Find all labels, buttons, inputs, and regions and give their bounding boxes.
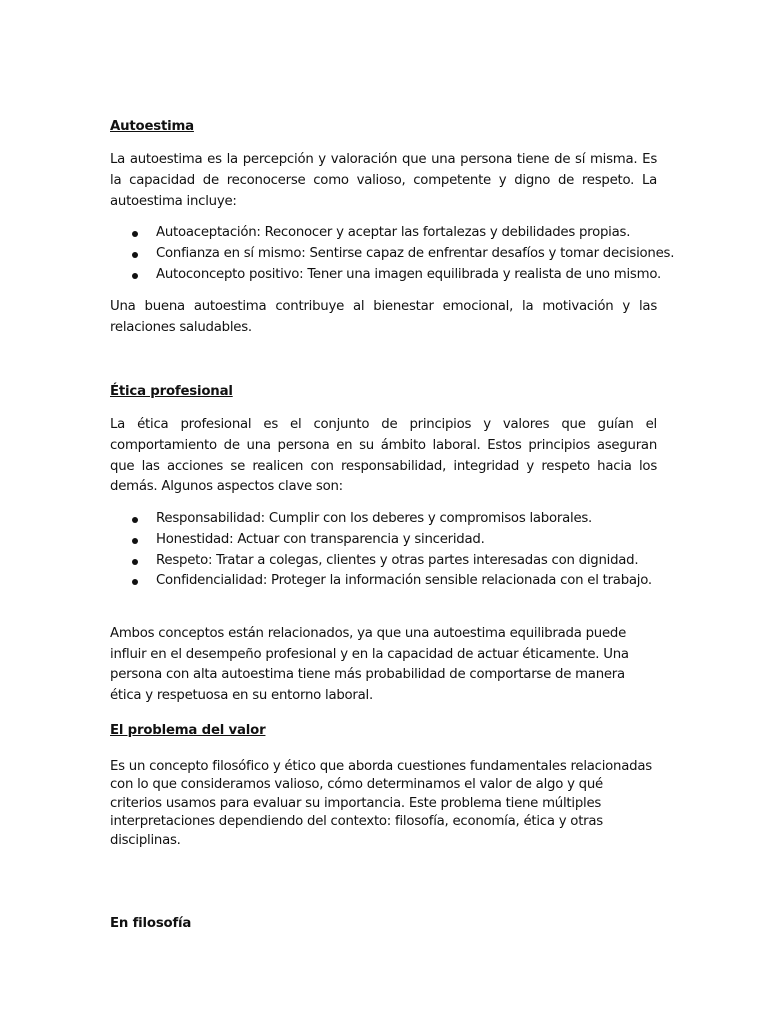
relacion-paragraph: Ambos conceptos están relacionados, ya que una autoestima equilibrada puede influir en el desempeño profesional y en la capacidad de actuar éticamente. Una persona con alta autoestima tiene más probabilidad de comportarse de manera ética y respetuosa en su entorno laboral. [110,626,629,703]
list-item [110,551,657,572]
bullet-icon [132,273,138,279]
list-item-text: Confidencialidad: Proteger la información sensible relacionada con el trabajo. [156,573,652,589]
bullet-icon [132,538,138,544]
bullet-icon [132,579,138,585]
etica-intro: La ética profesional es el conjunto de principios y valores que guían el comportamiento de una persona en su ámbito laboral. Estos principios aseguran que las acciones se realicen con responsabilidad, integridad y respeto hacia los demás. Algunos aspectos clave son: [110,417,657,495]
list-item [110,265,661,286]
heading-autoestima: Autoestima [110,119,194,134]
heading-en-filosofia: En filosofía [110,916,192,931]
list-item [110,571,657,592]
bullet-icon [132,231,138,237]
list-item-text: Honestidad: Actuar con transparencia y sinceridad. [156,531,485,547]
autoestima-list [110,223,675,285]
list-item-text: Respeto: Tratar a colegas, clientes y otras partes interesadas con dignidad. [156,552,639,568]
list-item-text: Autoaceptación: Reconocer y aceptar las fortalezas y debilidades propias. [156,225,631,240]
bullet-icon [132,559,138,565]
list-item [110,530,657,551]
bullet-icon [132,517,138,523]
autoestima-intro: La autoestima es la percepción y valoración que una persona tiene de sí misma. Es la capacidad de reconocerse como valioso, competente y digno de respeto. La autoestima incluye: [110,152,657,209]
list-item [110,223,657,244]
autoestima-closing: Una buena autoestima contribuye al bienestar emocional, la motivación y las relaciones saludables. [110,299,657,335]
heading-problema-del-valor: El problema del valor [110,723,266,738]
heading-etica-profesional: Ética profesional [110,384,233,399]
list-item-text: Confianza en sí mismo: Sentirse capaz de enfrentar desafíos y tomar decisiones. [156,245,675,261]
etica-list [110,509,657,592]
list-item-text: Responsabilidad: Cumplir con los deberes y compromisos laborales. [156,511,593,526]
valor-paragraph: Es un concepto filosófico y ético que aborda cuestiones fundamentales relacionadas con lo que consideramos valioso, cómo determinamos el valor de algo y qué criterios usamos para evaluar su importancia. Este problema tiene múltiples interpretaciones dependiendo del contexto: filosofía, economía, ética y otras disciplinas. [110,759,652,848]
list-item-text: Autoconcepto positivo: Tener una imagen equilibrada y realista de uno mismo. [156,266,661,282]
bullet-icon [132,252,138,258]
list-item [110,509,657,530]
list-item [110,244,675,265]
